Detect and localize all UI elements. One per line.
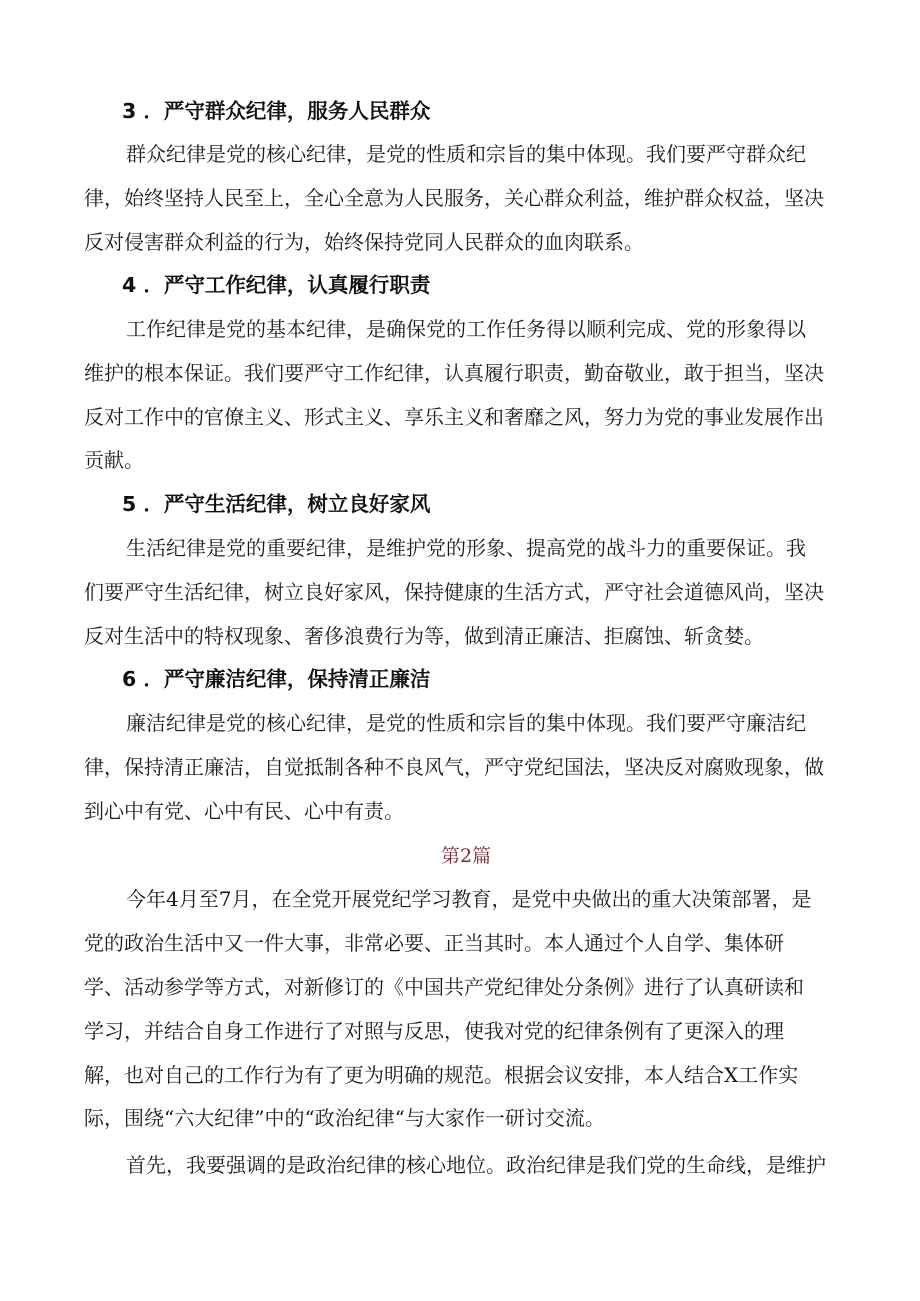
section-heading: 5 ．严守生活纪律，树立良好家风: [122, 492, 431, 516]
paragraph-line: 维护的根本保证。我们要严守工作纪律，认真履行职责，勤奋敬业，敢于担当，坚决: [84, 361, 824, 385]
section-heading: 6 ．严守廉洁纪律，保持清正廉洁: [122, 667, 431, 691]
paragraph-line: 律，保持清正廉洁，自觉抵制各种不良风气，严守党纪国法，坚决反对腐败现象，做: [84, 755, 824, 779]
paragraph-line: 贡献。: [84, 448, 144, 472]
section-heading: 4 ．严守工作纪律，认真履行职责: [122, 273, 431, 297]
paragraph-line: 到心中有党、心中有民、心中有责。: [84, 799, 404, 823]
paragraph-line: 工作纪律是党的基本纪律，是确保党的工作任务得以顺利完成、党的形象得以: [126, 317, 806, 341]
section-heading: 3 ．严守群众纪律，服务人民群众: [122, 99, 431, 123]
paragraph-line: 解，也对自己的工作行为有了更为明确的规范。根据会议安排，本人结合X工作实: [84, 1063, 799, 1087]
paragraph-line: 反对生活中的特权现象、奢侈浪费行为等，做到清正廉洁、拒腐蚀、斩贪婪。: [84, 624, 764, 648]
paragraph-line: 反对工作中的官僚主义、形式主义、享乐主义和奢靡之风，努力为党的事业发展作出: [84, 405, 824, 429]
paragraph-line: 们要严守生活纪律，树立良好家风，保持健康的生活方式，严守社会道德风尚，坚决: [84, 580, 824, 604]
paragraph-line: 学习，并结合自身工作进行了对照与反思，使我对党的纪律条例有了更深入的理: [84, 1019, 784, 1043]
paragraph-line: 首先，我要强调的是政治纪律的核心地位。政治纪律是我们党的生命线，是维护: [126, 1153, 826, 1177]
paragraph-line: 反对侵害群众利益的行为，始终保持党同人民群众的血肉联系。: [84, 230, 644, 254]
paragraph-line: 廉洁纪律是党的核心纪律，是党的性质和宗旨的集中体现。我们要严守廉洁纪: [126, 711, 806, 735]
paragraph-line: 生活纪律是党的重要纪律，是维护党的形象、提高党的战斗力的重要保证。我: [126, 536, 806, 560]
paragraph-line: 群众纪律是党的核心纪律，是党的性质和宗旨的集中体现。我们要严守群众纪: [126, 142, 806, 166]
paragraph-line: 律，始终坚持人民至上，全心全意为人民服务，关心群众利益，维护群众权益，坚决: [84, 186, 824, 210]
article-title: 第2篇: [441, 845, 492, 867]
paragraph-line: 党的政治生活中又一件大事，非常必要、正当其时。本人通过个人自学、集体研: [84, 931, 784, 955]
paragraph-line: 今年4月至7月，在全党开展党纪学习教育，是党中央做出的重大决策部署，是: [126, 887, 812, 911]
paragraph-line: 学、活动参学等方式，对新修订的《中国共产党纪律处分条例》进行了认真研读和: [84, 975, 804, 999]
paragraph-line: 际，围绕“六大纪律”中的“政治纪律“与大家作一研讨交流。: [84, 1106, 605, 1130]
